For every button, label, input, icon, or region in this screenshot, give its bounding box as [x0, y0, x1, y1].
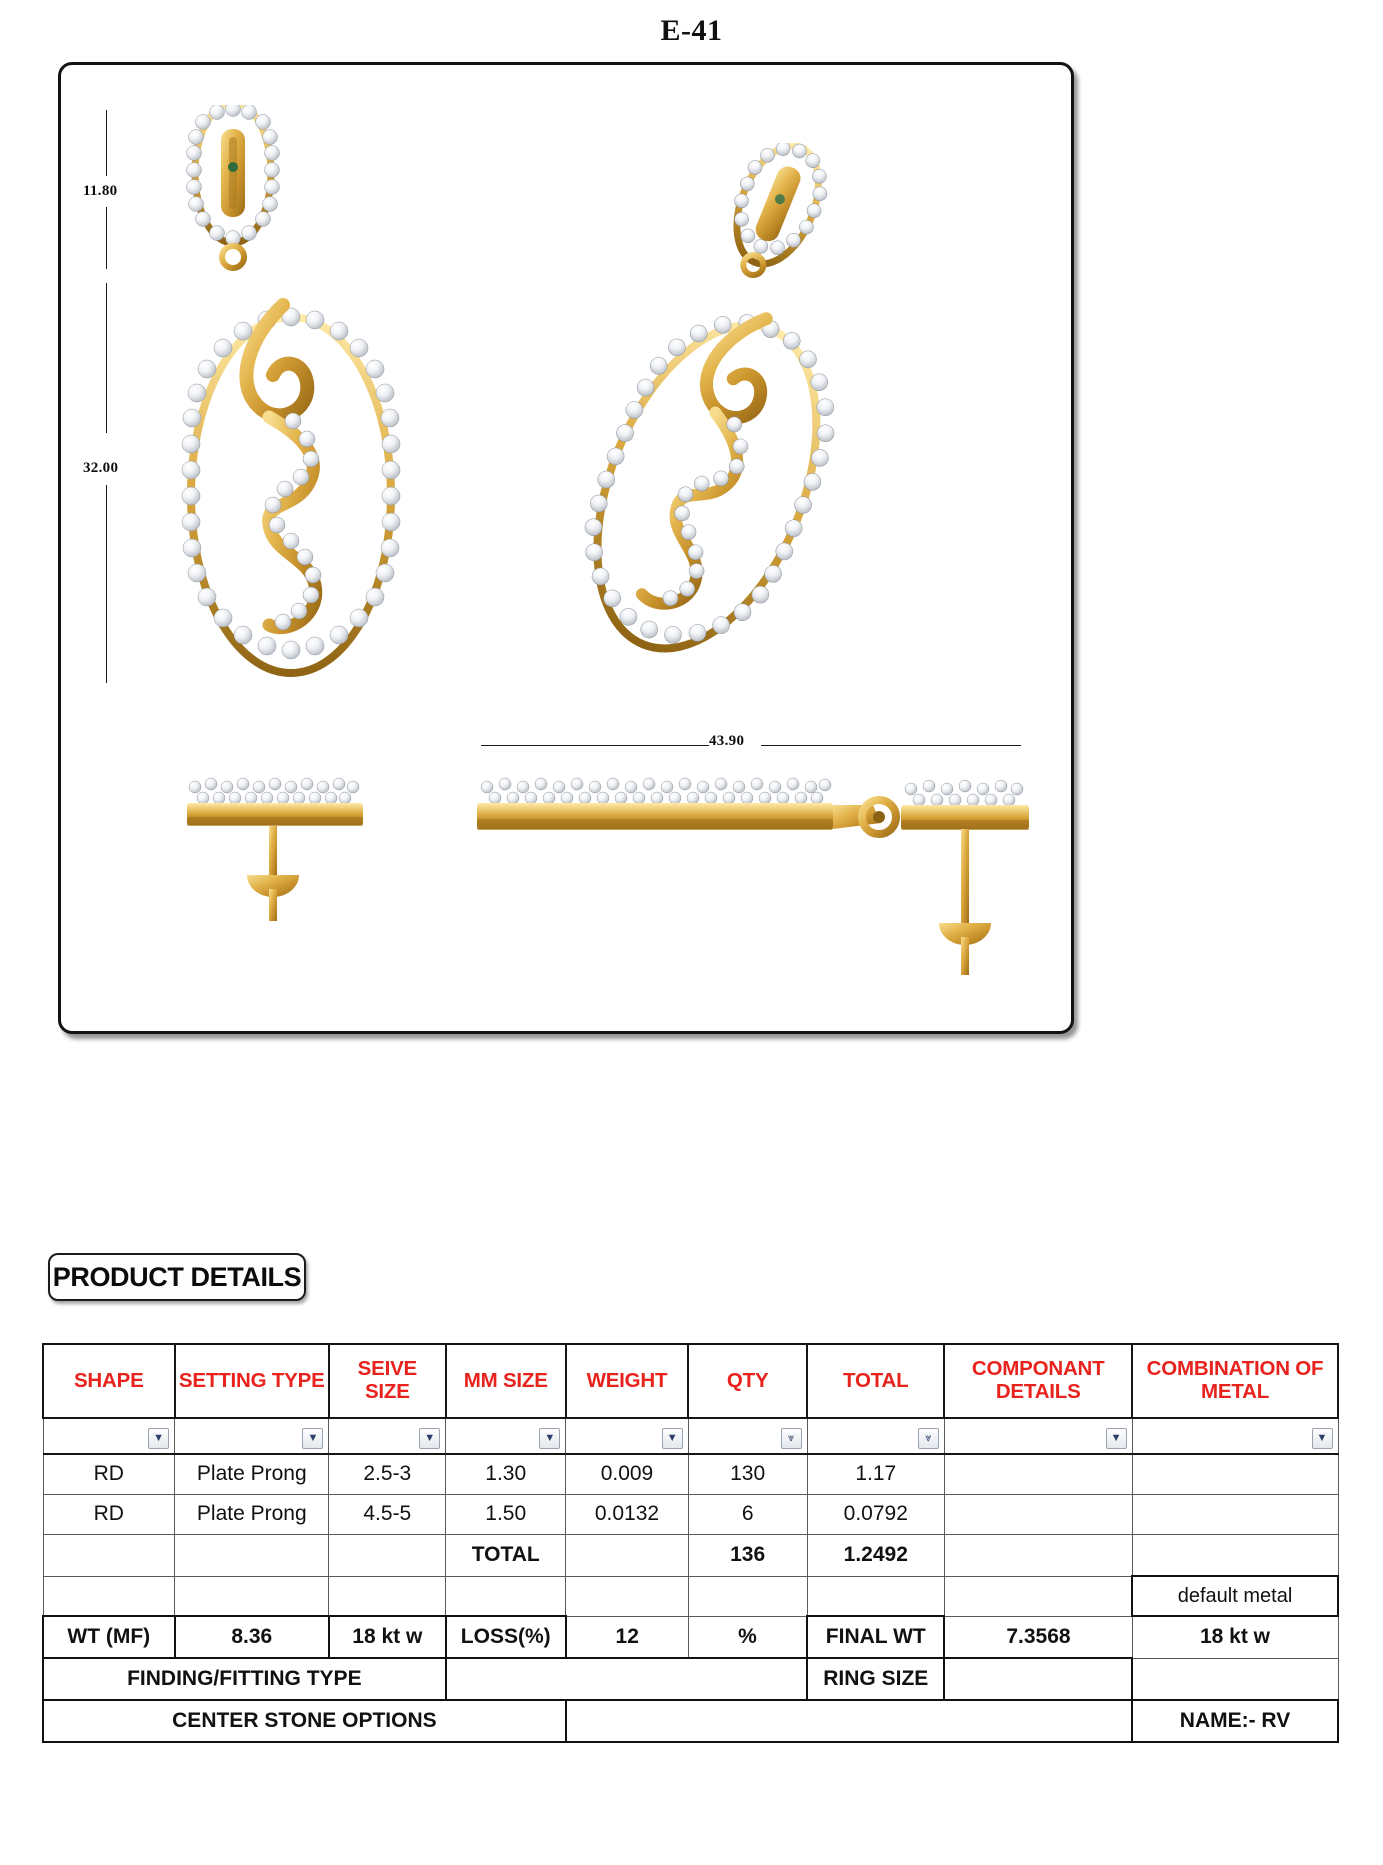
earring-side-view-right — [461, 765, 1051, 995]
col-header-qty: QTY — [688, 1344, 807, 1418]
filter-dropdown-icon-weight[interactable]: ▼ — [662, 1428, 683, 1449]
earring-angled-view — [569, 143, 899, 723]
cell-componant-details — [944, 1454, 1132, 1494]
default-metal-row — [43, 1576, 1338, 1616]
loss-label: LOSS(%) — [446, 1616, 566, 1658]
default-metal-note: default metal — [1132, 1576, 1338, 1616]
finding-fitting-row — [43, 1658, 1338, 1700]
metal-karat-value[interactable]: 18 kt w — [329, 1616, 446, 1658]
center-stone-label: CENTER STONE OPTIONS — [43, 1700, 566, 1742]
dimension-line-drop-upper — [106, 283, 107, 433]
col-header-total: TOTAL — [807, 1344, 944, 1418]
blank-cell-3 — [329, 1576, 446, 1616]
cell-mm-size: 1.50 — [446, 1494, 566, 1534]
name-label: NAME:- RV — [1132, 1700, 1338, 1742]
finding-fitting-label: FINDING/FITTING TYPE — [43, 1658, 446, 1700]
filter-cell-mm-size — [446, 1418, 566, 1454]
filter-cell-total — [807, 1418, 944, 1454]
blank-cell-2 — [175, 1576, 329, 1616]
dimension-line-bail — [106, 110, 107, 176]
cell-weight: 0.009 — [566, 1454, 688, 1494]
dimension-line-bail-lower — [106, 207, 107, 269]
blank-cell-1 — [43, 1576, 175, 1616]
blank-cell-7 — [807, 1576, 944, 1616]
cell-total: 1.17 — [807, 1454, 944, 1494]
wt-mf-label: WT (MF) — [43, 1616, 175, 1658]
table-header-row — [43, 1344, 1338, 1418]
dimension-label-drop: 32.00 — [83, 460, 119, 476]
blank-cell-8 — [944, 1576, 1132, 1616]
total-cell-seive-empty — [329, 1534, 446, 1576]
filter-dropdown-icon-componant-details[interactable]: ▼ — [1106, 1428, 1127, 1449]
filter-dropdown-icon-qty[interactable]: ⩔ — [781, 1428, 802, 1449]
blank-cell-5 — [566, 1576, 688, 1616]
col-header-mm-size: MM SIZE — [446, 1344, 566, 1418]
finding-row-empty — [1132, 1658, 1338, 1700]
filter-cell-shape — [43, 1418, 175, 1454]
dimension-label-bail: 11.80 — [83, 183, 118, 199]
center-stone-value[interactable] — [566, 1700, 1132, 1742]
total-cell-shape-empty — [43, 1534, 175, 1576]
cell-combination-of-metal — [1132, 1494, 1338, 1534]
product-details-table — [42, 1343, 1339, 1743]
filter-dropdown-icon-mm-size[interactable]: ▼ — [539, 1428, 560, 1449]
cell-seive-size: 2.5-3 — [329, 1454, 446, 1494]
combination-metal-value: 18 kt w — [1132, 1616, 1338, 1658]
finding-fitting-value[interactable] — [446, 1658, 807, 1700]
col-header-componant-details: COMPONANT DETAILS — [944, 1344, 1132, 1418]
table-total-row — [43, 1534, 1338, 1576]
center-stone-row — [43, 1700, 1338, 1742]
dimension-line-side-right — [761, 745, 1021, 746]
total-total: 1.2492 — [807, 1534, 944, 1576]
col-header-setting-type: SETTING TYPE — [175, 1344, 329, 1418]
cell-combination-of-metal — [1132, 1454, 1338, 1494]
total-cell-weight-empty — [566, 1534, 688, 1576]
cell-total: 0.0792 — [807, 1494, 944, 1534]
filter-cell-combination-of-metal — [1132, 1418, 1338, 1454]
earring-front-view — [173, 105, 463, 725]
dimension-line-drop-lower — [106, 485, 107, 683]
cell-shape: RD — [43, 1494, 175, 1534]
cell-weight: 0.0132 — [566, 1494, 688, 1534]
col-header-weight: WEIGHT — [566, 1344, 688, 1418]
loss-value: 12 — [566, 1616, 688, 1658]
filter-cell-setting-type — [175, 1418, 329, 1454]
final-wt-value: 7.3568 — [944, 1616, 1132, 1658]
total-cell-componant-empty — [944, 1534, 1132, 1576]
page-title: E-41 — [660, 14, 723, 47]
drawing-frame — [58, 62, 1074, 1034]
dimension-line-side-left — [481, 745, 726, 746]
filter-cell-seive-size — [329, 1418, 446, 1454]
cell-setting-type: Plate Prong — [175, 1494, 329, 1534]
filter-cell-weight — [566, 1418, 688, 1454]
total-qty: 136 — [688, 1534, 807, 1576]
ring-size-value[interactable] — [944, 1658, 1132, 1700]
filter-cell-componant-details — [944, 1418, 1132, 1454]
blank-cell-4 — [446, 1576, 566, 1616]
filter-row — [43, 1418, 1338, 1454]
cell-qty: 130 — [688, 1454, 807, 1494]
earring-side-view-left — [173, 765, 403, 955]
filter-dropdown-icon-combination-of-metal[interactable]: ▼ — [1312, 1428, 1333, 1449]
wt-mf-value: 8.36 — [175, 1616, 329, 1658]
col-header-seive-size: SEIVE SIZE — [329, 1344, 446, 1418]
ring-size-label: RING SIZE — [807, 1658, 944, 1700]
percent-symbol: % — [688, 1616, 807, 1658]
cell-shape: RD — [43, 1454, 175, 1494]
filter-dropdown-icon-total[interactable]: ⩔ — [918, 1428, 939, 1449]
final-wt-label: FINAL WT — [807, 1616, 944, 1658]
filter-dropdown-icon-setting-type[interactable]: ▼ — [302, 1428, 323, 1449]
col-header-shape: SHAPE — [43, 1344, 175, 1418]
col-header-combination-of-metal: COMBINATION OF METAL — [1132, 1344, 1338, 1418]
total-label: TOTAL — [446, 1534, 566, 1576]
blank-cell-6 — [688, 1576, 807, 1616]
filter-dropdown-icon-seive-size[interactable]: ▼ — [419, 1428, 440, 1449]
total-cell-setting-empty — [175, 1534, 329, 1576]
cell-setting-type: Plate Prong — [175, 1454, 329, 1494]
cell-qty: 6 — [688, 1494, 807, 1534]
cell-mm-size: 1.30 — [446, 1454, 566, 1494]
filter-dropdown-icon-shape[interactable]: ▼ — [148, 1428, 169, 1449]
table-row — [43, 1494, 1338, 1534]
summary-row — [43, 1616, 1338, 1658]
table-row — [43, 1454, 1338, 1494]
cell-seive-size: 4.5-5 — [329, 1494, 446, 1534]
cell-componant-details — [944, 1494, 1132, 1534]
filter-cell-qty — [688, 1418, 807, 1454]
dimension-label-side: 43.90 — [709, 733, 745, 749]
total-cell-combination-empty — [1132, 1534, 1338, 1576]
product-details-label: PRODUCT DETAILS — [48, 1253, 306, 1301]
